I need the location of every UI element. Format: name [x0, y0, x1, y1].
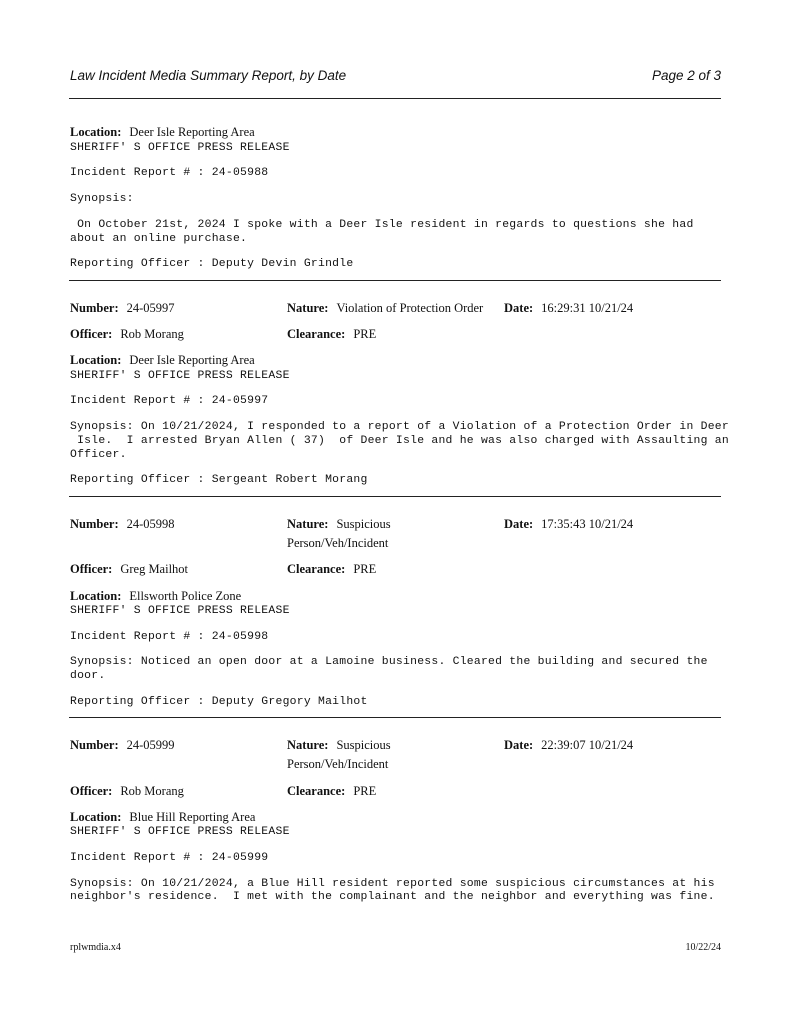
- nature-value: Suspicious: [336, 517, 391, 531]
- record-clearance: [287, 327, 376, 342]
- reporting-officer-line: Reporting Officer : Deputy Gregory Mailhot: [70, 696, 368, 708]
- officer-label: Officer:: [70, 784, 113, 798]
- synopsis-line: Isle. I arrested Bryan Allen ( 37) of Deer Isle and he was also charged with Assaulting an: [70, 435, 729, 447]
- date-value: 16:29:31 10/21/24: [541, 301, 634, 315]
- location-label: Location:: [70, 125, 122, 139]
- record-number: [70, 738, 175, 753]
- synopsis-line: Officer.: [70, 449, 127, 461]
- record-officer: [70, 562, 188, 577]
- record-officer: [70, 327, 184, 342]
- record-date: [504, 517, 633, 532]
- press-release-line: SHERIFF' S OFFICE PRESS RELEASE: [70, 605, 290, 617]
- number-label: Number:: [70, 301, 119, 315]
- nature-value-continued: Person/Veh/Incident: [287, 757, 389, 771]
- number-value: 24-05999: [126, 738, 175, 752]
- reporting-officer-line: Reporting Officer : Deputy Devin Grindle: [70, 258, 354, 270]
- record-location: [70, 810, 255, 825]
- record-nature: [287, 736, 391, 774]
- synopsis-line: neighbor's residence. I met with the complainant and the neighbor and everything was fine.: [70, 891, 715, 903]
- record-location: [70, 125, 255, 140]
- footer-report-id: rplwmdia.x4: [70, 942, 121, 953]
- location-value: Deer Isle Reporting Area: [129, 125, 255, 139]
- footer-date: 10/22/24: [685, 942, 721, 953]
- incident-report-line: Incident Report # : 24-05998: [70, 631, 269, 643]
- press-release-line: SHERIFF' S OFFICE PRESS RELEASE: [70, 826, 290, 838]
- incident-report-line: Incident Report # : 24-05999: [70, 852, 269, 864]
- location-label: Location:: [70, 810, 122, 824]
- record-location: [70, 353, 255, 368]
- officer-value: Greg Mailhot: [120, 562, 189, 576]
- synopsis-line: Synopsis:: [70, 193, 134, 205]
- record-date: [504, 301, 633, 316]
- record-number: [70, 517, 175, 532]
- nature-label: Nature:: [287, 301, 329, 315]
- clearance-label: Clearance:: [287, 562, 346, 576]
- location-label: Location:: [70, 353, 122, 367]
- record-nature: [287, 515, 391, 553]
- clearance-label: Clearance:: [287, 327, 346, 341]
- record-clearance: [287, 784, 376, 799]
- report-title: Law Incident Media Summary Report, by Date: [70, 68, 347, 83]
- record-divider: [69, 717, 721, 718]
- incident-report-line: Incident Report # : 24-05997: [70, 395, 269, 407]
- date-label: Date:: [504, 301, 534, 315]
- nature-value: Violation of Protection Order: [336, 301, 484, 315]
- number-value: 24-05997: [126, 301, 175, 315]
- clearance-value: PRE: [353, 784, 377, 798]
- synopsis-line: Synopsis: On 10/21/2024, a Blue Hill resident reported some suspicious circumstances at his: [70, 878, 715, 890]
- page-number: Page 2 of 3: [651, 68, 721, 83]
- date-label: Date:: [504, 517, 534, 531]
- clearance-value: PRE: [353, 562, 377, 576]
- header-divider: [69, 98, 721, 99]
- record-date: [504, 738, 633, 753]
- press-release-line: SHERIFF' S OFFICE PRESS RELEASE: [70, 142, 290, 154]
- officer-value: Rob Morang: [120, 784, 184, 798]
- record-location: [70, 589, 241, 604]
- location-label: Location:: [70, 589, 122, 603]
- officer-value: Rob Morang: [120, 327, 184, 341]
- location-value: Deer Isle Reporting Area: [129, 353, 255, 367]
- officer-label: Officer:: [70, 327, 113, 341]
- number-label: Number:: [70, 738, 119, 752]
- synopsis-line: about an online purchase.: [70, 233, 248, 245]
- clearance-value: PRE: [353, 327, 377, 341]
- location-value: Blue Hill Reporting Area: [129, 810, 256, 824]
- nature-label: Nature:: [287, 517, 329, 531]
- record-number: [70, 301, 175, 316]
- incident-report-line: Incident Report # : 24-05988: [70, 167, 269, 179]
- record-clearance: [287, 562, 376, 577]
- press-release-line: SHERIFF' S OFFICE PRESS RELEASE: [70, 370, 290, 382]
- location-value: Ellsworth Police Zone: [129, 589, 242, 603]
- nature-value: Suspicious: [336, 738, 391, 752]
- nature-value-continued: Person/Veh/Incident: [287, 536, 389, 550]
- date-label: Date:: [504, 738, 534, 752]
- officer-label: Officer:: [70, 562, 113, 576]
- record-officer: [70, 784, 184, 799]
- synopsis-line: On October 21st, 2024 I spoke with a Deer Isle resident in regards to questions she had: [70, 219, 694, 231]
- synopsis-line: Synopsis: Noticed an open door at a Lamoine business. Cleared the building and secured the: [70, 656, 708, 668]
- record-divider: [69, 496, 721, 497]
- synopsis-line: door.: [70, 670, 106, 682]
- date-value: 17:35:43 10/21/24: [541, 517, 634, 531]
- number-value: 24-05998: [126, 517, 175, 531]
- record-nature: [287, 301, 483, 316]
- reporting-officer-line: Reporting Officer : Sergeant Robert Morang: [70, 474, 368, 486]
- synopsis-line: Synopsis: On 10/21/2024, I responded to a report of a Violation of a Protection Order in Deer: [70, 421, 729, 433]
- record-divider: [69, 280, 721, 281]
- nature-label: Nature:: [287, 738, 329, 752]
- clearance-label: Clearance:: [287, 784, 346, 798]
- date-value: 22:39:07 10/21/24: [541, 738, 634, 752]
- number-label: Number:: [70, 517, 119, 531]
